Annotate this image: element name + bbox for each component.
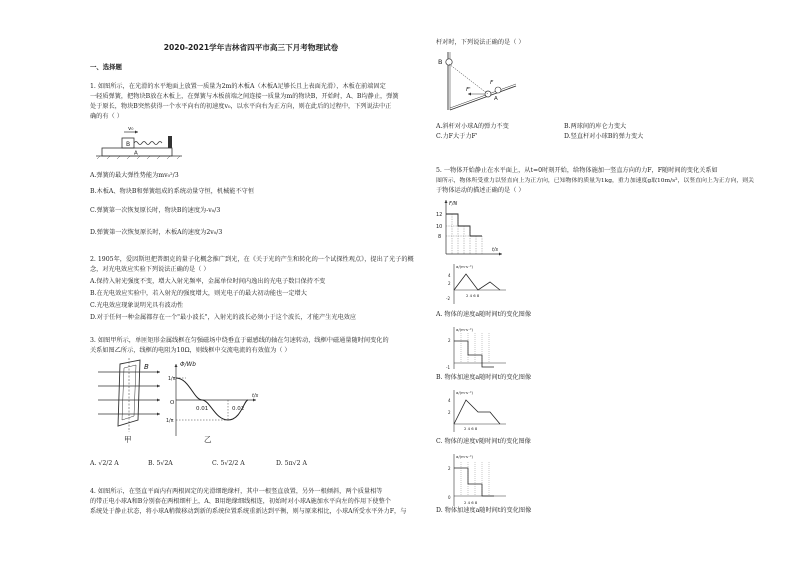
q3-option-b: B. 5√2A bbox=[148, 460, 173, 467]
q1-stem-line3: 处于原长，物块B突然获得一个水平向右的初速度v₀，以水平向右为正方向，则在此后的过程中，下列说法中正 bbox=[90, 103, 392, 110]
q1-ground-hatch bbox=[97, 156, 180, 159]
q4-stem-continued: 杆对时，下列说法正确的是（ ） bbox=[436, 39, 525, 46]
svg-text:4: 4 bbox=[448, 273, 451, 278]
svg-text:2: 2 bbox=[448, 338, 451, 343]
q5-option-d-graph bbox=[446, 452, 510, 508]
q1-option-c: C.弹簧第一次恢复原长时，物块B的速度为-v₀/3 bbox=[90, 207, 221, 214]
q2-stem-line1: 2. 1905年，爱因斯坦把普朗克的量子化概念推广到光，在《关于光的产生和转化的一个试探性观点》，提出了光子的概 bbox=[90, 256, 414, 263]
q5-axis-t: t/s bbox=[492, 248, 498, 253]
q5-option-d: D. 物体加速度a随时间t的变化图像 bbox=[436, 507, 532, 514]
q5-tick-12: 12 bbox=[436, 212, 443, 218]
q2-stem-line2: 念，对光电效应实验下列说法正确的是（ ） bbox=[90, 266, 210, 273]
q3-tick-002: 0.02 bbox=[232, 406, 245, 412]
q4-stem-line3: 系统处于静止状态，将小球A稍微移动到新的系统位置系统重新达到平衡，则与原来相比，小球A所受水平外力F，与 bbox=[90, 508, 407, 515]
q3-stem-line1: 3. 如图甲所示，单匝矩形金属线框在匀强磁场中绕垂直于磁感线的轴在匀速转动，线框中磁通量随时间变化的 bbox=[90, 337, 389, 344]
svg-text:2: 2 bbox=[448, 281, 451, 286]
q4-inclined-rod bbox=[450, 86, 516, 110]
q4-label-a: A bbox=[494, 96, 498, 102]
q3-label-phi: Φ/Wb bbox=[180, 362, 196, 368]
q5-a-line bbox=[454, 274, 500, 290]
q1-label-b: B bbox=[126, 141, 131, 148]
q1-option-a: A.弹簧的最大弹性势能为mv₀²/3 bbox=[90, 172, 179, 179]
q1-stem-line1: 1. 如图所示，在光滑的水平地面上放置一质量为2m的木板A（木板A足够长且上表面光滑），木板在前端固定 bbox=[90, 83, 386, 90]
svg-text:-1: -1 bbox=[446, 365, 450, 370]
q4-label-f: F bbox=[490, 80, 494, 86]
q1-figure bbox=[96, 124, 186, 160]
svg-text:4: 4 bbox=[448, 398, 451, 403]
svg-text:2: 2 bbox=[448, 410, 451, 415]
svg-text:2 4 6 8: 2 4 6 8 bbox=[464, 500, 478, 505]
page-title: 2020-2021学年吉林省四平市高三下月考物理试卷 bbox=[163, 43, 339, 52]
q3-label-yi: 乙 bbox=[204, 435, 212, 444]
q5-option-b: B. 物体加速度a随时间t的变化图像 bbox=[436, 374, 532, 381]
q3-tick-top: 1/π bbox=[168, 377, 176, 382]
svg-text:-2: -2 bbox=[446, 296, 450, 301]
q1-option-d: D.弹簧第一次恢复原长时，木板A的速度为2v₀/3 bbox=[90, 229, 223, 236]
q4-option-d: D.竖直杆对小球B的弹力变大 bbox=[564, 133, 644, 140]
svg-text:a/(m·s⁻²): a/(m·s⁻²) bbox=[456, 454, 473, 459]
q3-figure bbox=[94, 358, 264, 444]
q1-label-a: A bbox=[134, 150, 138, 157]
q5-tick-8: 8 bbox=[438, 234, 442, 240]
q5-stem-line1: 5. 一物体开始静止在水平面上，从t=0时刻开始，给物体施加一竖直方向的力F，F随时间的变化关系如 bbox=[436, 167, 718, 174]
q4-label-b: B bbox=[438, 58, 443, 66]
q3-origin: O bbox=[170, 400, 175, 406]
q5-tick-10: 10 bbox=[436, 224, 443, 230]
q5-option-a: A. 物体的速度a随时间t的变化图像 bbox=[436, 311, 532, 318]
q1-label-v0: v₀ bbox=[128, 126, 134, 132]
q3-flux-curve bbox=[176, 378, 248, 420]
svg-text:2: 2 bbox=[448, 466, 451, 471]
svg-text:2 4 6 8: 2 4 6 8 bbox=[464, 426, 478, 431]
q2-option-b: B.在光电效应实验中，若入射光的强度增大，则光电子的最大初动能也一定增大 bbox=[90, 290, 307, 297]
q5-option-b-graph bbox=[446, 325, 510, 371]
q1-option-b: B.木板A、物块B和弹簧组成的系统动量守恒，机械能不守恒 bbox=[90, 188, 255, 195]
q5-force-line bbox=[446, 214, 482, 236]
svg-text:a/(m·s⁻²): a/(m·s⁻²) bbox=[456, 327, 473, 332]
q3-tick-001: 0.01 bbox=[196, 406, 209, 412]
q1-spring bbox=[134, 142, 162, 145]
q3-option-d: D. 5π√2 A bbox=[276, 460, 307, 467]
q5-c-line bbox=[454, 400, 500, 424]
q4-option-b: B.两球间的库仑力变大 bbox=[564, 123, 627, 130]
svg-text:a/(m·s⁻²): a/(m·s⁻²) bbox=[456, 390, 473, 395]
q5-a-axis: a/(m·s⁻²) bbox=[456, 264, 473, 269]
section-heading: 一、选择题 bbox=[90, 63, 122, 71]
q5-stem-line2: 图所示，物体所受重力以竖直向上为正方向，已知物体的质量为1kg，重力加速度g取10m/s²，以竖直向上为正方向，则关 bbox=[436, 178, 755, 184]
svg-text:2 4 6 8: 2 4 6 8 bbox=[466, 293, 480, 298]
q4-stem-line2: 的带正电小球A和B分别套在两根细杆上，A、B用绝缘细线相连，初始时对小球A施加水平向左的作用下使整个 bbox=[90, 498, 391, 505]
q2-option-d: D.对于任何一种金属都存在一个"最小波长"，入射光的波长必须小于这个波长，才能产生光电效应 bbox=[90, 314, 357, 321]
q5-option-c: C. 物体的速度v随时间t的变化图像 bbox=[436, 438, 531, 445]
q5-d-line bbox=[454, 468, 494, 496]
q4-figure bbox=[436, 50, 526, 114]
q3-option-c: C. 5√2/2 A bbox=[212, 460, 245, 467]
q3-axis-t: t/s bbox=[252, 393, 259, 399]
q3-stem-line2: 关系如图乙所示，线框的电阻为10Ω，则线框中交流电流的有效值为（ ） bbox=[90, 347, 291, 354]
q3-tick-bottom: 1/π bbox=[166, 419, 174, 424]
q1-stem-line4: 确的有（ ） bbox=[90, 113, 123, 120]
q4-option-c: C.力F大于力F' bbox=[436, 133, 478, 140]
q5-option-a-graph bbox=[446, 262, 510, 306]
svg-text:0: 0 bbox=[448, 495, 451, 500]
q1-board-stop bbox=[168, 136, 172, 148]
q5-force-graph bbox=[436, 198, 506, 258]
q4-stem-line1: 4. 如图所示，在竖直平面内有两根固定的光滑细绝缘杆，其中一根竖直放置，另外一根倾斜，两个质量相等 bbox=[90, 488, 383, 495]
q5-option-c-graph bbox=[446, 388, 510, 434]
q3-label-b: B bbox=[144, 363, 149, 371]
q4-label-f-prime: F' bbox=[466, 87, 471, 93]
q1-stem-line2: 一轻质弹簧，把物块B放在木板上，在弹簧与木板前端之间连接一质量为m的物块B，开始时，A、B均静止，弹簧 bbox=[90, 93, 399, 100]
q3-label-jia: 甲 bbox=[124, 435, 132, 444]
q5-axis-f: F/N bbox=[449, 201, 458, 207]
q2-option-c: C.光电效应现象说明光具有波动性 bbox=[90, 302, 184, 309]
q3-option-a: A. √2/2 A bbox=[90, 460, 119, 467]
q5-stem-line3: 于物体运动的描述正确的是（ ） bbox=[436, 187, 525, 194]
q4-option-a: A.斜杆对小球A的弹力不变 bbox=[436, 123, 509, 130]
q2-option-a: A.保持入射光强度不变，增大入射光频率，金属单位时间内逸出的光电子数目保持不变 bbox=[90, 278, 326, 285]
